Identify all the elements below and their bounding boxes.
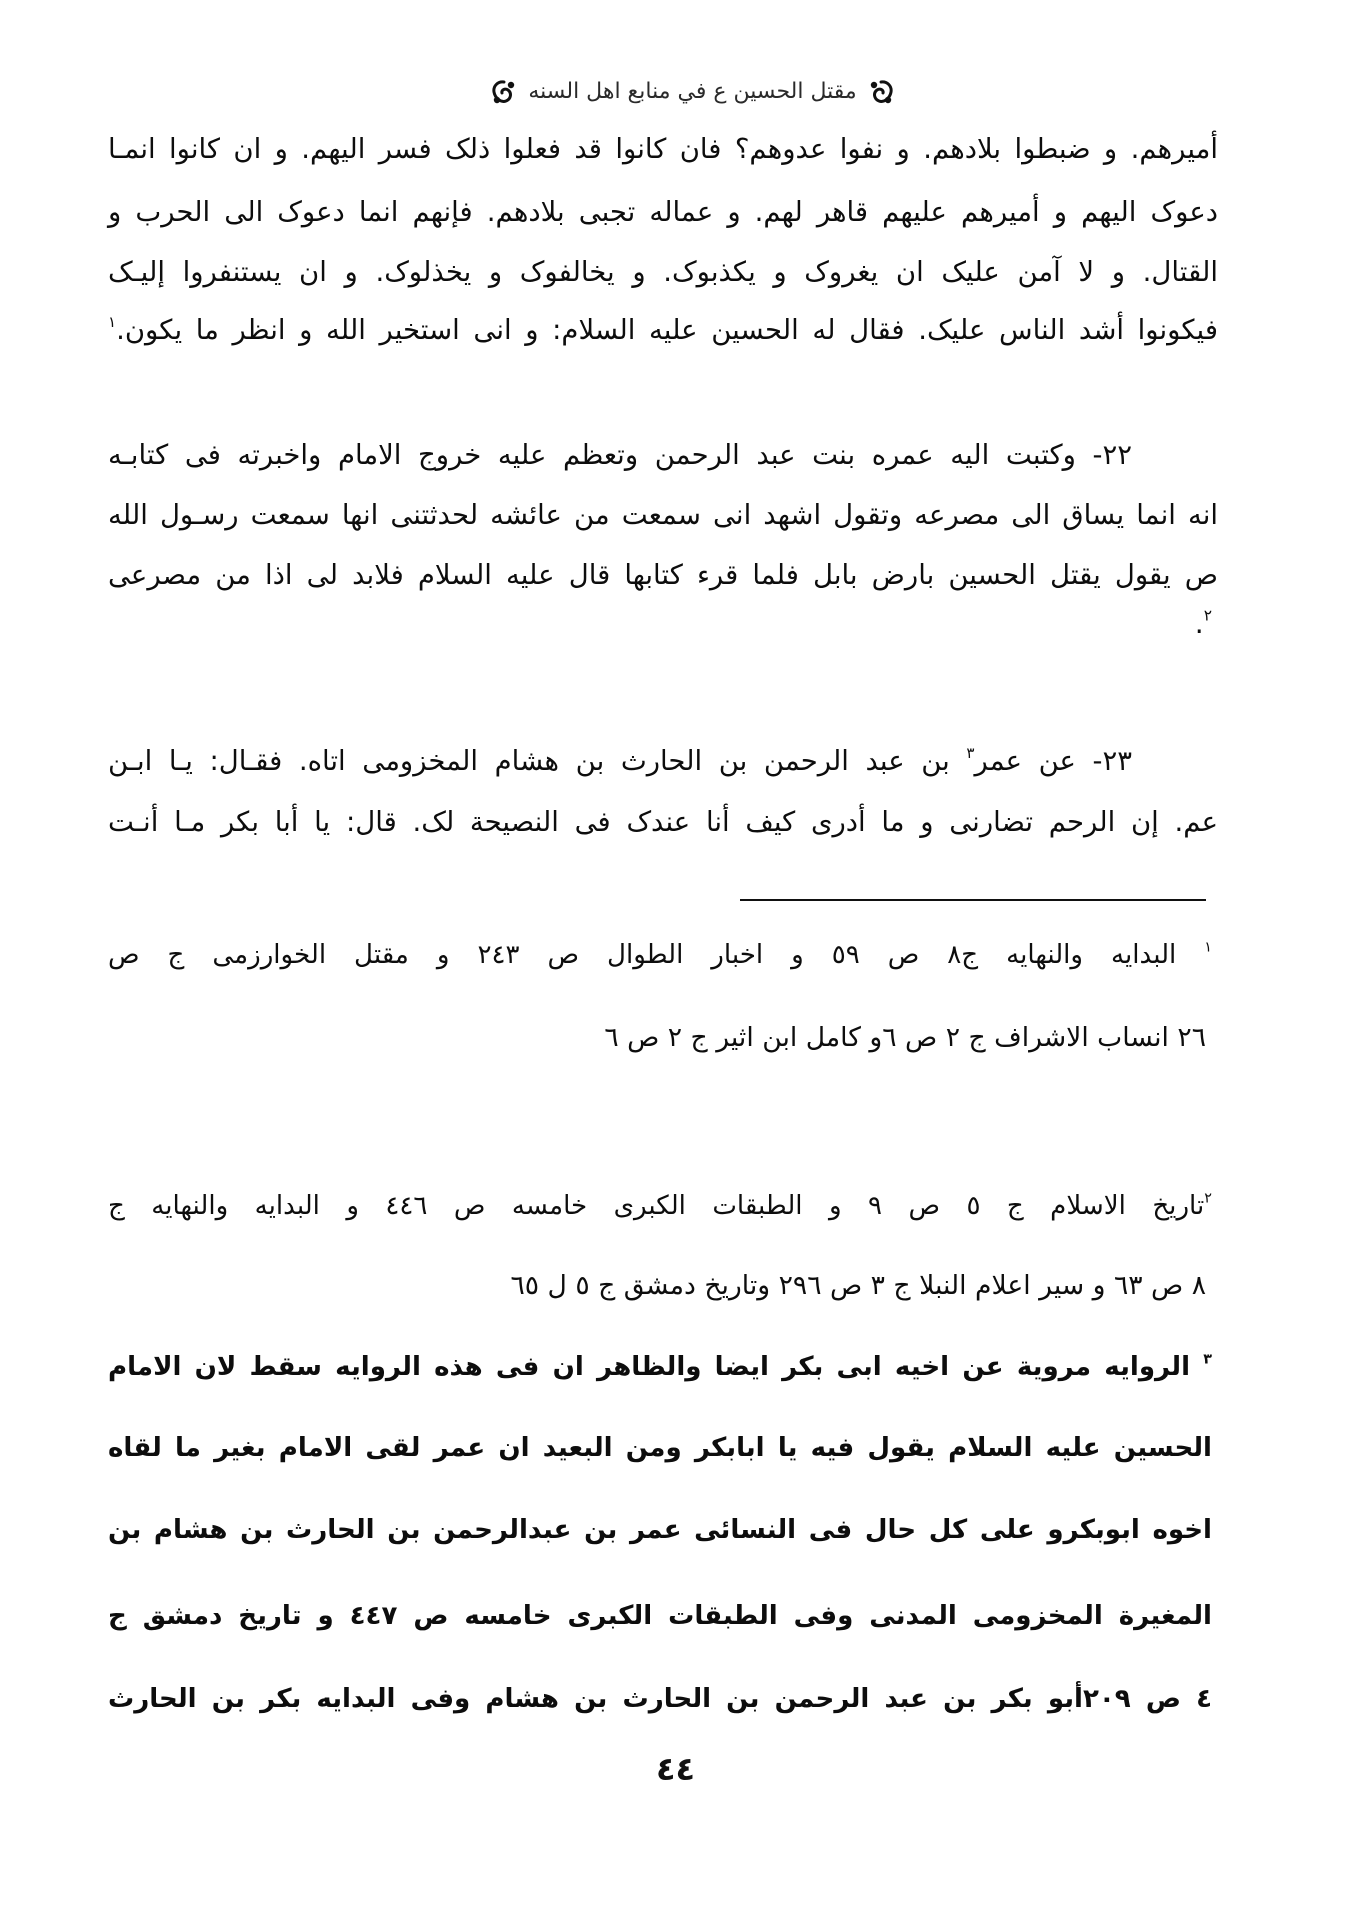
footnote-marker: ١ [108,312,117,331]
footnote-line [108,1176,1212,1236]
footnote-line: ٤ ص ٢٠٩أبو بكر بن عبد الرحمن بن الحارث بن هشام وفی البدايه بكر بن الحارث [108,1684,1212,1714]
footnote-marker: ٣ [966,743,975,762]
line-text: فيكونوا أشد الناس عليک. فقال له الحسين عليه السلام: و انی استخير الله و انظر ما يكون. [116,314,1218,346]
footnote-line: المغيرة المخزومی المدنی وفی الطبقات الكبری خامسه ص ٤٤٧ و تاريخ دمشق ج [108,1601,1212,1631]
line-text: ٢٣- عن عمر [974,745,1132,777]
footnote-marker: ٣ [1203,1351,1212,1368]
line-text: تاريخ الاسلام ج ٥ ص ٩ و الطبقات الكبری خامسه ص ٤٤٦ و البدايه والنهايه ج [108,1191,1205,1221]
body-line [108,599,1212,649]
footnote-marker: ١ [1204,939,1212,956]
footnote-line: اخوه ابوبكرو علی كل حال فی النسائی عمر بن عبدالرحمن بن الحارث بن هشام بن [108,1515,1212,1545]
body-line: ٢٢- وكتبت اليه عمره بنت عبد الرحمن وتعظم عليه خروج الامام واخبرته فی كتابـه [108,439,1132,471]
footnote-marker: ٢ [1203,606,1212,625]
body-line: دعوک اليهم و أميرهم عليهم قاهر لهم. و عماله تجبی بلادهم. فإنهم انما دعوک الی الحرب و [108,196,1218,228]
body-line: أميرهم. و ضبطوا بلادهم. و نفوا عدوهم؟ فان كانوا قد فعلوا ذلک فسر اليهم. و ان كانوا انمـا [108,133,1218,165]
ornament-right-icon [867,79,895,105]
ornament-left-icon [490,79,518,105]
footnote-line: ٨ ص ٦٣ و سير اعلام النبلا ج ٣ ص ٢٩٦ وتاريخ دمشق ج ٥ ل ٦٥ [510,1270,1206,1301]
page-number: ٤٤ [655,1750,696,1788]
line-text: بن عبد الرحمن بن الحارث بن هشام المخزومی اتاه. فقـال: يـا ابـن [108,745,950,777]
body-line: انه انما يساق الی مصرعه وتقول اشهد انی سمعت من عائشه لحدثتنی انها سمعت رسـول الله [108,499,1218,531]
footnote-line [108,925,1212,985]
body-line: عم. إن الرحم تضارنی و ما أدری كيف أنا عندک فی النصيحة لک. قال: يا أبا بكر مـا أنـت [108,806,1218,838]
line-text: البدايه والنهايه ج٨ ص ٥٩ و اخبار الطوال ص ٢٤٣ و مقتل الخوارزمی ج ص [108,940,1177,970]
body-line [108,305,1218,355]
line-text: . [1194,607,1204,640]
footnote-line: الحسين عليه السلام يقول فيه يا ابابكر ومن البعيد ان عمر لقی الامام بغير ما لقاه [108,1433,1212,1463]
running-header [470,72,915,112]
body-line: القتال. و لا آمن عليک ان يغروک و يكذبوک. و يخالفوک و يخذلوک. و ان يستنفروا إليـک [108,256,1218,288]
body-line: ص يقول يقتل الحسين بارض بابل فلما قرء كتابها قال عليه السلام فلابد لی اذا من مصرعی [108,559,1218,591]
footnote-divider [740,899,1206,901]
footnote-line: ٢٦ انساب الاشراف ج ٢ ص ٦و كامل ابن اثير ج ٢ ص ٦ [604,1022,1206,1053]
line-text: الروايه مروية عن اخيه ابی بكر ايضا والظاهر ان فی هذه الروايه سقط لان الامام [108,1352,1191,1382]
header-title: مقتل الحسين ع في منابع اهل السنه [528,79,857,104]
body-line [108,736,1132,786]
footnote-marker: ٢ [1204,1190,1212,1207]
footnote-line [108,1337,1212,1397]
